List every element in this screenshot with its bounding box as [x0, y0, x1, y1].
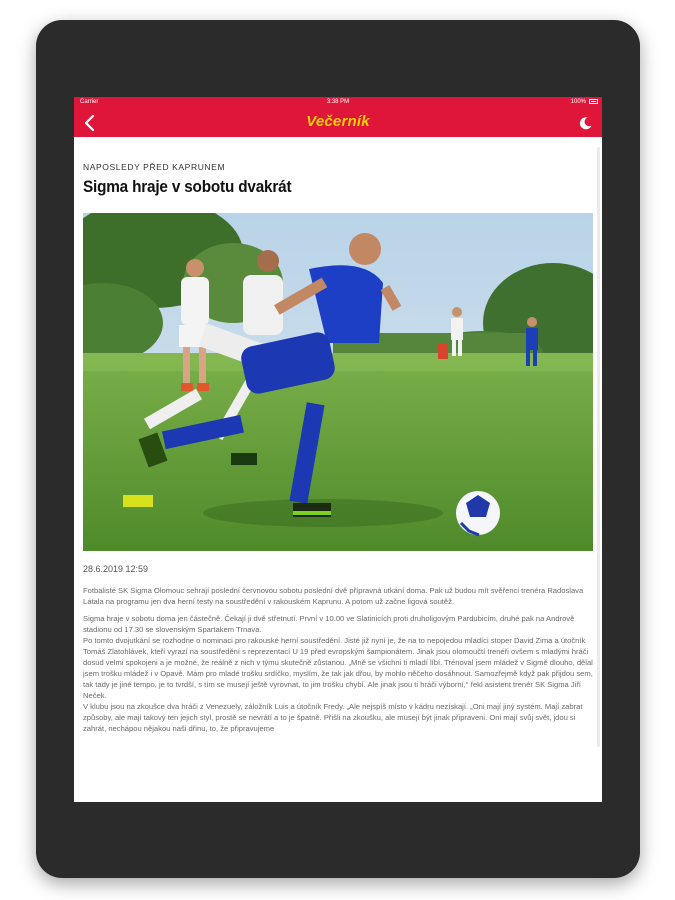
article-date: 28.6.2019 12:59: [83, 564, 149, 574]
article-paragraph: Fotbalisté SK Sigma Olomouc sehrají poslední červnovou sobotu poslední dvě přípravná utkání doma. Pak už budou mít svěřenci trenéra Radoslava Látala na programu jen dva herní testy na soustředění v rakouském Kaprunu. A potom už začne ligová soutěž.: [83, 586, 584, 606]
app-screen: [74, 97, 602, 802]
article-body: [83, 585, 593, 740]
clock-label: 3:38 PM: [326, 99, 350, 105]
app-logo[interactable]: Večerník: [306, 113, 370, 130]
scrollbar[interactable]: [597, 147, 600, 747]
article-paragraph: V klubu jsou na zkoušce dva hráči z Venezuely, záložník Luis a útočník Fredy. „Ale nejspíš místo v kádru nezískají. „Oni mají jiný systém. Mají zabrat způsoby, ale mají takový ten jejich styl, prostě se nevrátí a to je špatně. Přišli na zkoušku, ale musejí být jinak připraveni. Oni mají svůj svět, jdou si zahrát, nechápou nějakou naši dřinu, to, že připravujeme: [83, 702, 583, 733]
article-headline: Sigma hraje v sobotu dvakrát: [83, 177, 292, 196]
battery-icon: [589, 99, 598, 104]
status-bar: [74, 97, 602, 109]
carrier-label: Carrier: [80, 99, 99, 105]
moon-icon[interactable]: [578, 115, 594, 131]
article-kicker: NAPOSLEDY PŘED KAPRUNEM: [83, 162, 226, 172]
battery-percent: 100%: [570, 99, 586, 105]
article-paragraph: Po tomto dvojutkání se rozhodne o nominaci pro rakouské herní soustředění. Jisté již nyní je, že na to nepojedou mladíci stoper David Zima a útočník Tomáš Zlatohlávek, kteří vyrazí na soustředění s reprezentací U 19 před evropským šampionátem. Jinak jsou olomoučtí trenéři ovšem s mladými hráči dosud velmi spokojeni a je možné, že reálně z nich v týmu skutečně zůstanou. „Mně se všichni ti mladí líbí. Trénoval jsem mládež v Sigmě dlouho, dělal jsem trošku mládež i v Opavě. Mám pro mladé trošku srdíčko, myslím, že tak jak dřou, by mohlo něčeho dosáhnout. Samozřejmě když pak přijdou sem, tak tady je jiné tempo, je to tvrdší, s tím se musejí ještě vyrovnat, to jim trošku chybí. Ale jinak jsou ti hráči výborní,“ řekl asistent trenér SK Sigma Jiří Neček.: [83, 636, 593, 700]
top-app-bar: [74, 109, 602, 137]
article-photo[interactable]: [83, 213, 593, 551]
article-paragraph: Sigma hraje v sobotu doma jen částečně. Čekají ji dvě střetnutí. První v 10.00 ve Slatinicích proti druholigovým Pardubicím, druhé pak na Andrově stadionu od 17.30 se slovenským Spartakem Trnava.: [83, 614, 575, 634]
